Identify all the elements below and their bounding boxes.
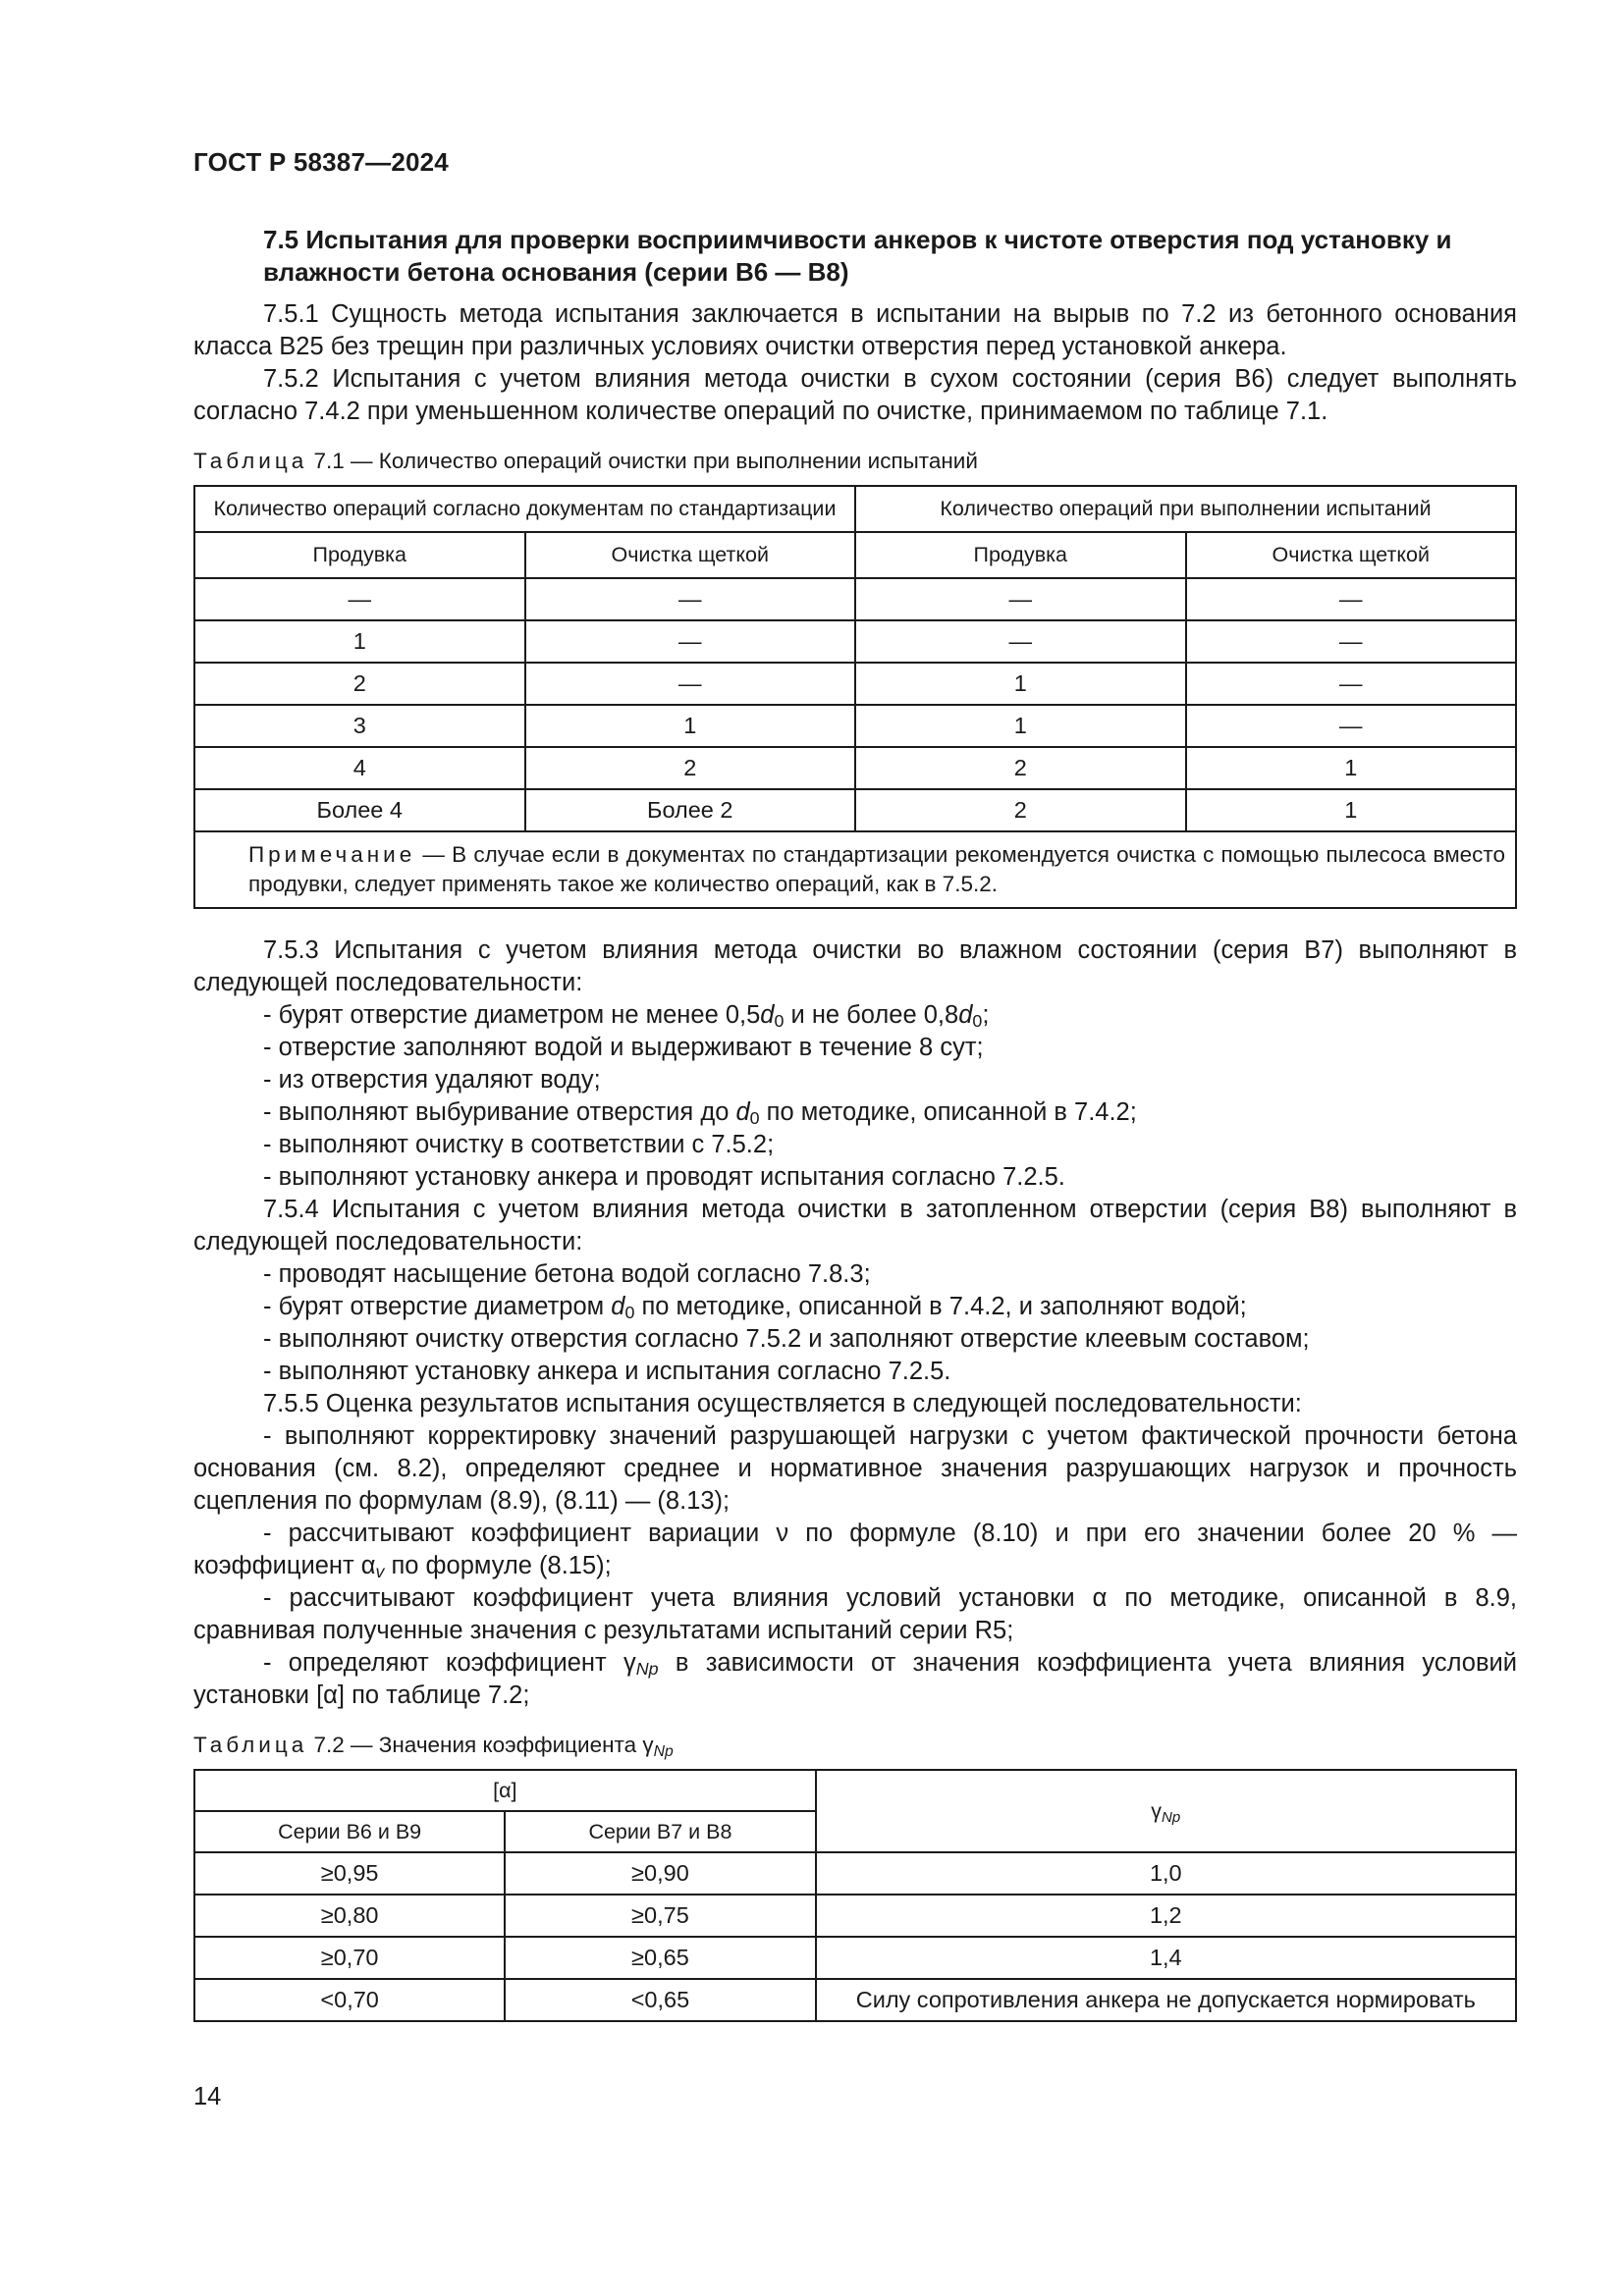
symbol-d: d — [735, 1098, 750, 1126]
table-row — [194, 705, 1516, 747]
table-cell: — — [525, 578, 856, 620]
list-item-text: по формуле (8.15); — [384, 1552, 612, 1579]
list-item: - рассчитывают коэффициент учета влияния условий установки α по методике, описанной в 8.9, сравнивая полученные значения с результатами испытаний серии R5; — [193, 1584, 1517, 1644]
table-cell: 2 — [855, 747, 1186, 789]
note-word: Примечание — [248, 842, 416, 867]
document-code-header: ГОСТ Р 58387—2024 — [193, 147, 449, 177]
sub-header-cell: Очистка щеткой — [525, 532, 856, 578]
table-cell: 3 — [194, 705, 525, 747]
list-item — [193, 999, 1517, 1032]
table-cell: — — [1186, 705, 1517, 747]
list-item-text: - рассчитывают коэффициент вариации ν по формуле (8.10) и при его значении более 20 % — коэффициент α — [193, 1520, 1517, 1579]
table-cell: 1 — [855, 705, 1186, 747]
list-item: - выполняют корректировку значений разрушающей нагрузки с учетом фактической прочности бетона основания (см. 8.2), определяют среднее и нормативное значения разрушающих нагрузок и прочность сцепления по формулам (8.9), (8.11) — (8.13); — [193, 1422, 1517, 1515]
list-item-text: - бурят отверстие диаметром — [263, 1293, 612, 1320]
list-item — [193, 1291, 1517, 1323]
table-7-1-caption — [193, 448, 1517, 475]
note-text: — В случае если в документах по стандартизации рекомендуется очистка с помощью пылесоса вместо продувки, следует применять такое же количество операций, как в 7.5.2. — [248, 842, 1505, 896]
table-cell: 4 — [194, 747, 525, 789]
caption-text: 7.2 — Значения коэффициента γ — [313, 1733, 654, 1757]
table-row — [194, 663, 1516, 705]
list-item-text: - бурят отверстие диаметром не менее 0,5 — [263, 1001, 761, 1029]
table-cell: <0,65 — [505, 1979, 815, 2021]
gamma-symbol: γ — [1151, 1798, 1163, 1823]
table-note-row — [194, 831, 1516, 908]
paragraph-7-5-5: 7.5.5 Оценка результатов испытания осуществляется в следующей последовательности: — [263, 1390, 1302, 1417]
table-row — [194, 1852, 1516, 1895]
list-item — [193, 1096, 1517, 1129]
table-cell: Более 2 — [525, 789, 856, 831]
table-cell: — — [855, 620, 1186, 663]
sub-header-cell: Продувка — [194, 532, 525, 578]
list-item-text: - определяют коэффициент γ — [263, 1649, 636, 1677]
list-item: - отверстие заполняют водой и выдерживают в течение 8 сут; — [263, 1034, 984, 1061]
table-row — [194, 1979, 1516, 2021]
group-header-standards: Количество операций согласно документам по стандартизации — [194, 486, 855, 532]
symbol-subscript: v — [375, 1562, 385, 1581]
table-cell: Силу сопротивления анкера не допускается нормировать — [816, 1979, 1516, 2021]
caption-word: Таблица — [193, 449, 308, 473]
table-cell: ≥0,75 — [505, 1895, 815, 1937]
list-item — [193, 1518, 1517, 1582]
table-cell: — — [525, 663, 856, 705]
list-item: - выполняют очистку в соответствии с 7.5.2; — [263, 1131, 775, 1158]
list-item-text: - выполняют выбуривание отверстия до — [263, 1098, 736, 1126]
table-cell: — — [194, 578, 525, 620]
list-item: - выполняют установку анкера и испытания согласно 7.2.5. — [263, 1358, 951, 1385]
table-cell: — — [1186, 663, 1517, 705]
table-cell: 2 — [194, 663, 525, 705]
table-cell: 1 — [194, 620, 525, 663]
table-cell: 2 — [525, 747, 856, 789]
table-cell: — — [1186, 578, 1517, 620]
caption-text: 7.1 — Количество операций очистки при выполнении испытаний — [313, 449, 978, 473]
table-cell: 1 — [1186, 747, 1517, 789]
table-cell: 1,4 — [816, 1937, 1516, 1979]
table-group-header-row — [194, 1770, 1516, 1811]
alpha-header: [α] — [194, 1770, 816, 1811]
symbol-subscript: 0 — [624, 1303, 635, 1322]
table-row — [194, 578, 1516, 620]
table-group-header-row — [194, 486, 1516, 532]
table-7-2 — [193, 1769, 1517, 2022]
list-item: - выполняют очистку отверстия согласно 7.5.2 и заполняют отверстие клеевым составом; — [263, 1325, 1310, 1353]
caption-subscript: Np — [653, 1743, 674, 1760]
table-row — [194, 1937, 1516, 1979]
sub-header-cell: Очистка щеткой — [1186, 532, 1517, 578]
gamma-subscript: Np — [1162, 1808, 1181, 1826]
table-cell: — — [855, 578, 1186, 620]
paragraph-7-5-1: 7.5.1 Сущность метода испытания заключается в испытании на вырыв по 7.2 из бетонного основания класса В25 без трещин при различных условиях очистки отверстия перед установкой анкера. — [193, 300, 1517, 360]
table-7-1 — [193, 485, 1517, 909]
table-row — [194, 620, 1516, 663]
list-item: - из отверстия удаляют воду; — [263, 1066, 601, 1094]
symbol-d: d — [611, 1293, 625, 1320]
symbol-d: d — [958, 1001, 973, 1029]
table-cell: — — [1186, 620, 1517, 663]
symbol-subscript: Np — [635, 1659, 659, 1679]
table-note — [194, 831, 1516, 908]
sub-header-cell: Серии В6 и В9 — [194, 1811, 505, 1852]
table-sub-header-row — [194, 532, 1516, 578]
symbol-d: d — [760, 1001, 775, 1029]
list-item-text: по методике, описанной в 7.4.2; — [759, 1098, 1137, 1126]
list-item-text: по методике, описанной в 7.4.2, и заполняют водой; — [634, 1293, 1247, 1320]
table-cell: <0,70 — [194, 1979, 505, 2021]
table-row — [194, 1895, 1516, 1937]
sub-header-cell: Серии В7 и В8 — [505, 1811, 815, 1852]
procedure-block — [193, 934, 1517, 1712]
caption-word: Таблица — [193, 1733, 308, 1757]
symbol-subscript: 0 — [972, 1011, 983, 1031]
symbol-subscript: 0 — [749, 1108, 760, 1128]
paragraph-7-5-4: 7.5.4 Испытания с учетом влияния метода очистки в затопленном отверстии (серия В8) выполняют в следующей последовательности: — [193, 1196, 1517, 1255]
table-cell: ≥0,90 — [505, 1852, 815, 1895]
table-row — [194, 747, 1516, 789]
gamma-header — [816, 1770, 1516, 1852]
table-cell: ≥0,80 — [194, 1895, 505, 1937]
list-item-text: в зависимости от значения коэффициента учета влияния условий установки [α] по таблице 7.2; — [193, 1649, 1517, 1709]
page-content — [193, 224, 1517, 2022]
list-item-text: ; — [982, 1001, 990, 1029]
list-item — [193, 1647, 1517, 1712]
list-item: - проводят насыщение бетона водой согласно 7.8.3; — [263, 1260, 871, 1288]
table-cell: 1,0 — [816, 1852, 1516, 1895]
symbol-subscript: 0 — [774, 1011, 785, 1031]
table-cell: 1 — [855, 663, 1186, 705]
table-cell: ≥0,70 — [194, 1937, 505, 1979]
page-number: 14 — [193, 2083, 222, 2110]
section-title: 7.5 Испытания для проверки восприимчивости анкеров к чистоте отверстия под установку и влажности бетона основания (серии В6 — В8) — [263, 225, 1452, 287]
list-item-text: и не более 0,8 — [784, 1001, 959, 1029]
list-item: - выполняют установку анкера и проводят испытания согласно 7.2.5. — [263, 1163, 1065, 1191]
paragraph-7-5-2: 7.5.2 Испытания с учетом влияния метода очистки в сухом состоянии (серия В6) следует выполнять согласно 7.4.2 при уменьшенном количестве операций по очистке, принимаемом по таблице 7.1. — [193, 365, 1517, 425]
table-cell: Более 4 — [194, 789, 525, 831]
table-row — [194, 789, 1516, 831]
table-cell: 2 — [855, 789, 1186, 831]
table-cell: 1 — [1186, 789, 1517, 831]
paragraph-7-5-3: 7.5.3 Испытания с учетом влияния метода очистки во влажном состоянии (серия В7) выполняют в следующей последовательности: — [193, 936, 1517, 996]
group-header-tests: Количество операций при выполнении испытаний — [855, 486, 1516, 532]
table-cell: ≥0,95 — [194, 1852, 505, 1895]
table-7-2-caption — [193, 1732, 1517, 1759]
table-cell: ≥0,65 — [505, 1937, 815, 1979]
table-cell: 1,2 — [816, 1895, 1516, 1937]
table-cell: — — [525, 620, 856, 663]
sub-header-cell: Продувка — [855, 532, 1186, 578]
table-cell: 1 — [525, 705, 856, 747]
